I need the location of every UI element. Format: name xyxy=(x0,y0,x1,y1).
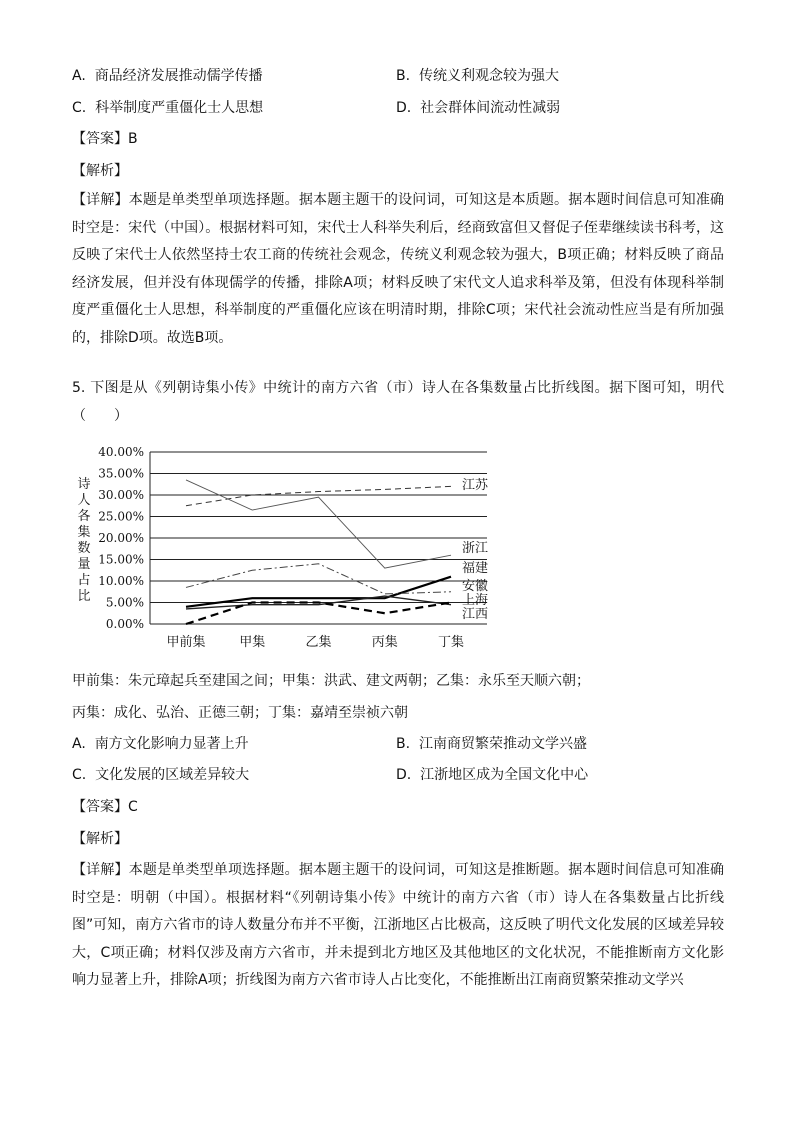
series-label: 安徽 xyxy=(462,579,489,594)
detail-label: 【详解】 xyxy=(72,862,129,878)
q4-answer: 【答案】B xyxy=(72,131,138,147)
series-labels xyxy=(462,477,489,622)
series-label: 福建 xyxy=(462,561,489,576)
q4-detail: 【详解】本题是单类型单项选择题。据本题主题干的设问词，可知这是本质题。据本题时间信息可知准确时空是：宋代（中国）。根据材料可知，宋代士人科举失利后，经商致富但又督促子侄辈继续读书科考，这反映了宋代士人依然坚持士农工商的传统社会观念，传统义利观念较为强大，B项正确；材料反映了商品经济发展，但并没有体现儒学的传播，排除A项；材料反映了宋代文人追求科举及第，但没有体现科举制度严重僵化士人思想，科举制度的严重僵化应该在明清时期，排除C项；宋代社会流动性应当是有所加强的，排除D项。故选B项。 xyxy=(72,192,725,346)
y-axis-label-char: 数 xyxy=(77,541,91,556)
y-axis-label-char: 人 xyxy=(77,493,91,508)
q5-answer: 【答案】C xyxy=(72,799,138,815)
y-axis-label-char: 各 xyxy=(77,509,91,524)
y-axis-label-char: 集 xyxy=(77,525,91,540)
q5-option-b: B. 江南商贸繁荣推动文学兴盛 xyxy=(396,736,587,752)
y-axis-label-char: 量 xyxy=(77,557,91,572)
y-axis-label-char: 占 xyxy=(77,573,91,588)
y-tick-label: 35.00% xyxy=(98,466,144,481)
y-tick-label: 30.00% xyxy=(98,488,144,502)
q5-option-d: D. 江浙地区成为全国文化中心 xyxy=(396,767,589,783)
x-tick-label: 甲集 xyxy=(239,635,266,650)
y-tick-label: 40.00% xyxy=(98,445,144,459)
q5-detail: 【详解】本题是单类型单项选择题。据本题主题干的设问词，可知这是推断题。据本题时间信息可知准确时空是：明朝（中国）。根据材料“《列朝诗集小传》中统计的南方六省（市）诗人在各集数量占比折线图”可知，南方六省市的诗人数量分布并不平衡，江浙地区占比极高，这反映了明代文化发展的区域差异较大，C项正确；材料仅涉及南方六省市，并未提到北方地区及其他地区的文化状况，不能推断南方文化影响力显著上升，排除A项；折线图为南方六省市诗人占比变化，不能推断出江南商贸繁荣推动文学兴 xyxy=(72,862,725,989)
q5-stem: 5. 下图是从《列朝诗集小传》中统计的南方六省（市）诗人在各集数量占比折线图。据下图可知，明代（ ） xyxy=(72,380,724,424)
y-tick-label: 5.00% xyxy=(105,595,144,610)
line-chart xyxy=(72,432,512,654)
y-tick-label: 20.00% xyxy=(98,531,144,545)
series-label: 江苏 xyxy=(462,478,489,493)
q4-option-d: D. 社会群体间流动性减弱 xyxy=(396,100,561,116)
y-axis-ticks xyxy=(98,445,144,631)
y-tick-label: 25.00% xyxy=(98,509,144,524)
y-axis-label-char: 比 xyxy=(77,589,91,604)
q5-note-1: 甲前集：朱元璋起兵至建国之间；甲集：洪武、建文两朝；乙集：永乐至天顺六朝； xyxy=(72,673,590,689)
x-tick-label: 丙集 xyxy=(371,635,398,650)
x-tick-label: 乙集 xyxy=(305,635,332,650)
y-tick-label: 0.00% xyxy=(105,617,144,631)
q5-note-2: 丙集：成化、弘治、正德三朝；丁集：嘉靖至崇祯六朝 xyxy=(72,705,408,721)
series-label: 浙江 xyxy=(462,541,489,556)
series-label: 江西 xyxy=(462,607,489,622)
q4-option-a: A. 商品经济发展推动儒学传播 xyxy=(72,68,263,84)
q4-analysis-label: 【解析】 xyxy=(72,163,128,179)
y-axis-label-char: 诗 xyxy=(77,477,91,492)
y-tick-label: 10.00% xyxy=(98,574,144,588)
x-tick-label: 甲前集 xyxy=(166,635,206,650)
x-tick-label: 丁集 xyxy=(437,635,465,650)
q5-analysis-label: 【解析】 xyxy=(72,831,128,847)
series-line-浙江 xyxy=(186,480,451,568)
y-axis-label xyxy=(77,476,90,604)
q4-option-c: C. 科举制度严重僵化士人思想 xyxy=(72,100,264,116)
x-axis-ticks xyxy=(166,634,464,650)
series-line-江苏 xyxy=(186,486,451,505)
detail-label: 【详解】 xyxy=(72,192,129,208)
q4-option-b: B. 传统义利观念较为强大 xyxy=(396,68,559,84)
y-tick-label: 15.00% xyxy=(98,552,144,567)
q5-option-a: A. 南方文化影响力显著上升 xyxy=(72,736,249,752)
series-label: 上海 xyxy=(462,593,489,608)
q5-option-c: C. 文化发展的区域差异较大 xyxy=(72,767,250,783)
